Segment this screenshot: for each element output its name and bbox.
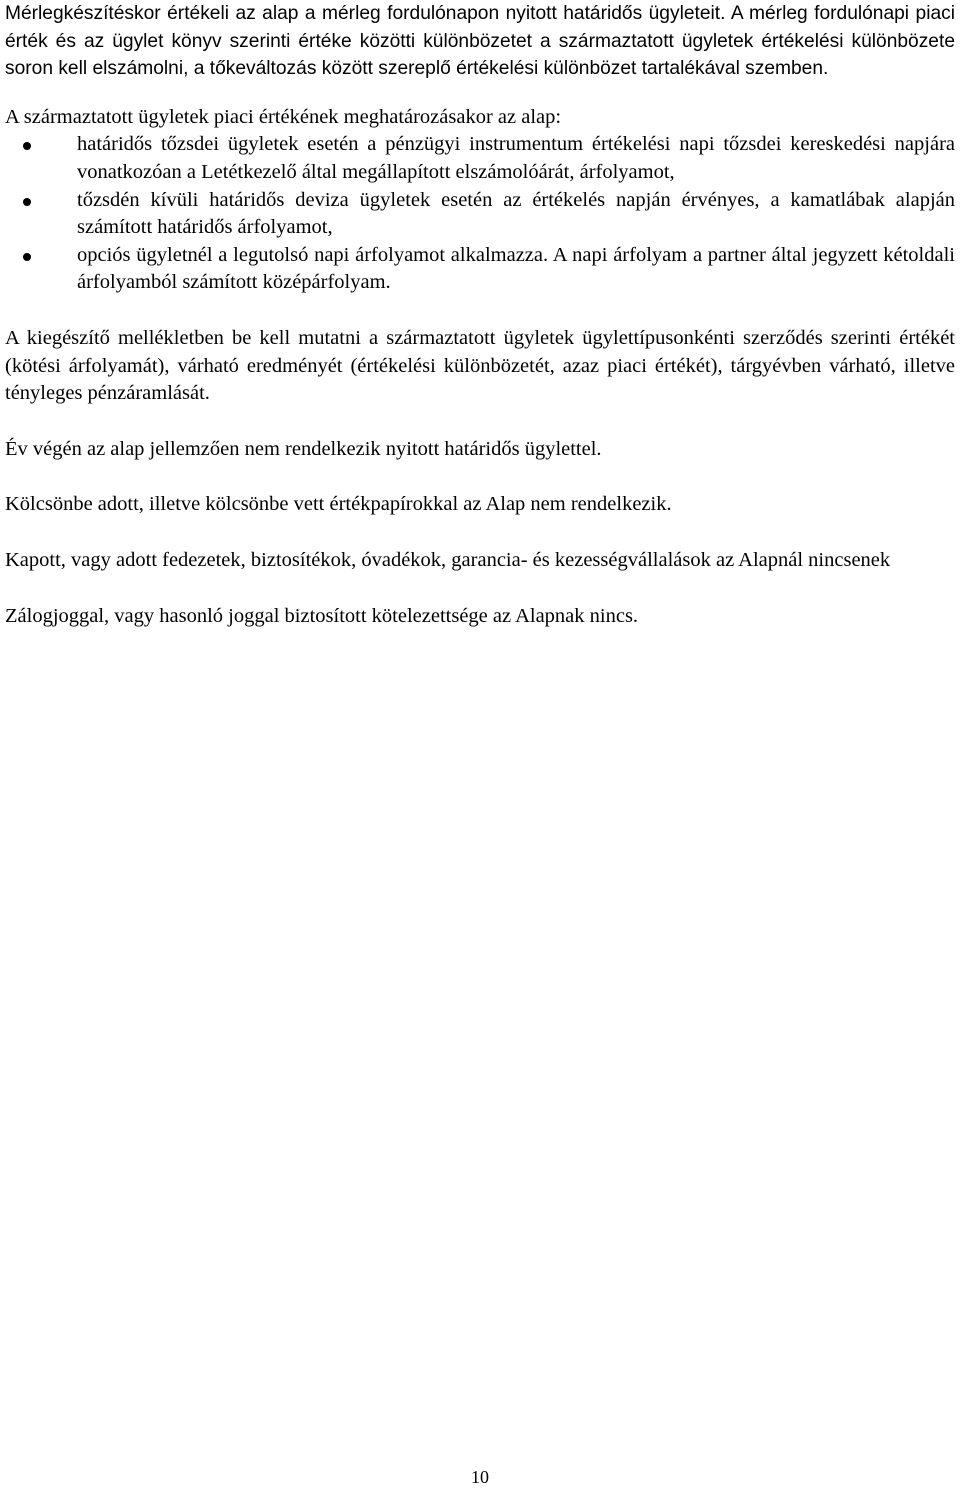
paragraph-securities-lending: Kölcsönbe adott, illetve kölcsönbe vett értékpapírokkal az Alap nem rendelkezik.	[5, 493, 672, 516]
paragraph-year-end: Év végén az alap jellemzően nem rendelkezik nyitott határidős ügylettel.	[5, 437, 602, 460]
paragraph-collateral: Kapott, vagy adott fedezetek, biztosítékok, óvadékok, garancia- és kezességvállalások az Alapnál nincsenek	[5, 548, 891, 571]
list-item-text: tőzsdén kívüli határidős deviza ügyletek esetén az értékelés napján érvényes, a kamatlábak alapján számított határidős árfolyamot,	[77, 188, 955, 239]
intro-paragraph: Mérlegkészítéskor értékeli az alap a mérleg fordulónapon nyitott határidős ügyleteit. A mérleg fordulónapi piaci érték és az ügylet könyv szerinti értéke közötti különbözetet a származtatott ügyletek értékelési különbözete soron kell elszámolni, a tőkeváltozás között szereplő értékelési különbözet tartalékával szemben.	[5, 3, 955, 80]
bullet-icon	[23, 253, 31, 261]
list-item	[5, 242, 955, 297]
page-number: 10	[471, 1467, 489, 1487]
paragraph-pledge: Zálogjoggal, vagy hasonló joggal biztosított kötelezettsége az Alapnak nincs.	[5, 604, 639, 627]
list-item-text: határidős tőzsdei ügyletek esetén a pénzügyi instrumentum értékelési napi tőzsdei kereskedési napjára vonatkozóan a Letétkezelő által megállapított elszámolóárát, árfolyamot,	[77, 133, 955, 183]
list-item	[5, 131, 955, 186]
bullet-list	[5, 131, 955, 297]
list-item-text: opciós ügyletnél a legutolsó napi árfolyamot alkalmazza. A napi árfolyam a partner által jegyzett kétoldali árfolyamból számított középárfolyam.	[77, 243, 955, 294]
bullet-icon	[23, 142, 31, 150]
list-item	[5, 187, 955, 242]
bullet-icon	[23, 198, 31, 206]
lead-paragraph: A származtatott ügyletek piaci értékének meghatározásakor az alap:	[5, 105, 562, 128]
paragraph-supplementary-notes: A kiegészítő mellékletben be kell mutatni a származtatott ügyletek ügylettípusonkénti szerződés szerinti értékét (kötési árfolyamát), várható eredményét (értékelési különbözetét, azaz piaci értékét), tárgyévben várható, illetve tényleges pénzáramlását.	[5, 326, 955, 405]
document-page	[5, 0, 955, 630]
